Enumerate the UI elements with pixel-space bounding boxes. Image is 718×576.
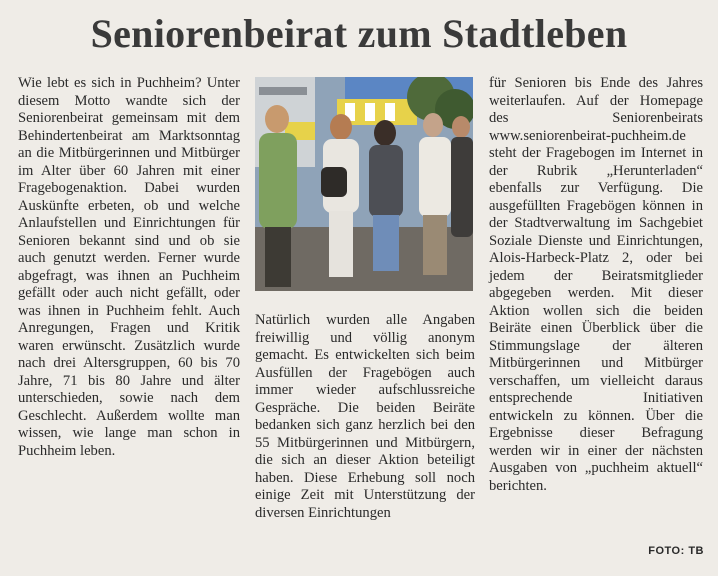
article-column-3: für Senioren bis Ende des Jahres weiterlaufen. Auf der Homepage des Seniorenbeirats www.seniorenbeirat-puchheim.de steht der Fragebogen im Internet in der Rubrik „Herunterladen“ ebenfalls zur Verfügung. Die ausgefüllten Fragebögen können in der Stadtverwaltung im Sachgebiet Soziale Dienste und Einrichtungen, Alois-Harbeck-Platz 2, oder bei jedem der Beiratsmitglieder abgegeben werden. Mit dieser Aktion wollen sich die beiden Beiräte einen Überblick über die Stimmungslage der älteren Mitbürgerinnen und Mitbürger verschaffen, um vielleicht daraus entsprechende Initiativen entwickeln zu können. Über die Ergebnisse dieser Befragung werden wir in einer der nächsten Ausgaben von „puchheim aktuell“ berichten.	[489, 75, 703, 494]
photo-credit: FOTO: TB	[648, 545, 704, 557]
article-photo	[255, 77, 473, 291]
article-column-2: Natürlich wurden alle Angaben freiwillig und völlig anonym gemacht. Es entwickelten sich beim Ausfüllen der Fragebögen auch immer wieder aufschlussreiche Gespräche. Die beiden Beiräte bedanken sich ganz herzlich bei den 55 Mitbürgerinnen und Mitbürgern, die sich an dieser Aktion beteiligt haben. Diese Erhebung soll noch einige Zeit mit Unterstützung der diversen Einrichtungen	[255, 312, 475, 521]
article-headline: Seniorenbeirat zum Stadtleben	[90, 11, 628, 56]
article-column-1: Wie lebt es sich in Puchheim? Unter diesem Motto wandte sich der Seniorenbeirat gemeinsam mit dem Behindertenbeirat am Marktsonntag an die Mitbürgerinnen und Mitbürger im Alter über 60 Jahren mit einer Fragebogenaktion. Dabei wurden Auskünfte erbeten, ob und welche Anlaufstellen und Einrichtungen für Senioren bekannt sind und ob sie auch genutzt werden. Ferner wurde abgefragt, was ihnen an Puchheim gefällt oder auch nicht gefällt, oder was ihnen in Puchheim fehlt. Auch Anregungen, Fragen und Kritik waren erwünscht. Zusätzlich wurde nach drei Altersgruppen, 60 bis 70 Jahre, 71 bis 80 Jahre und älter unterschieden, sowie nach dem Geschlecht. Außerdem wollte man wissen, wie lange man schon in Puchheim leben.	[18, 75, 240, 459]
